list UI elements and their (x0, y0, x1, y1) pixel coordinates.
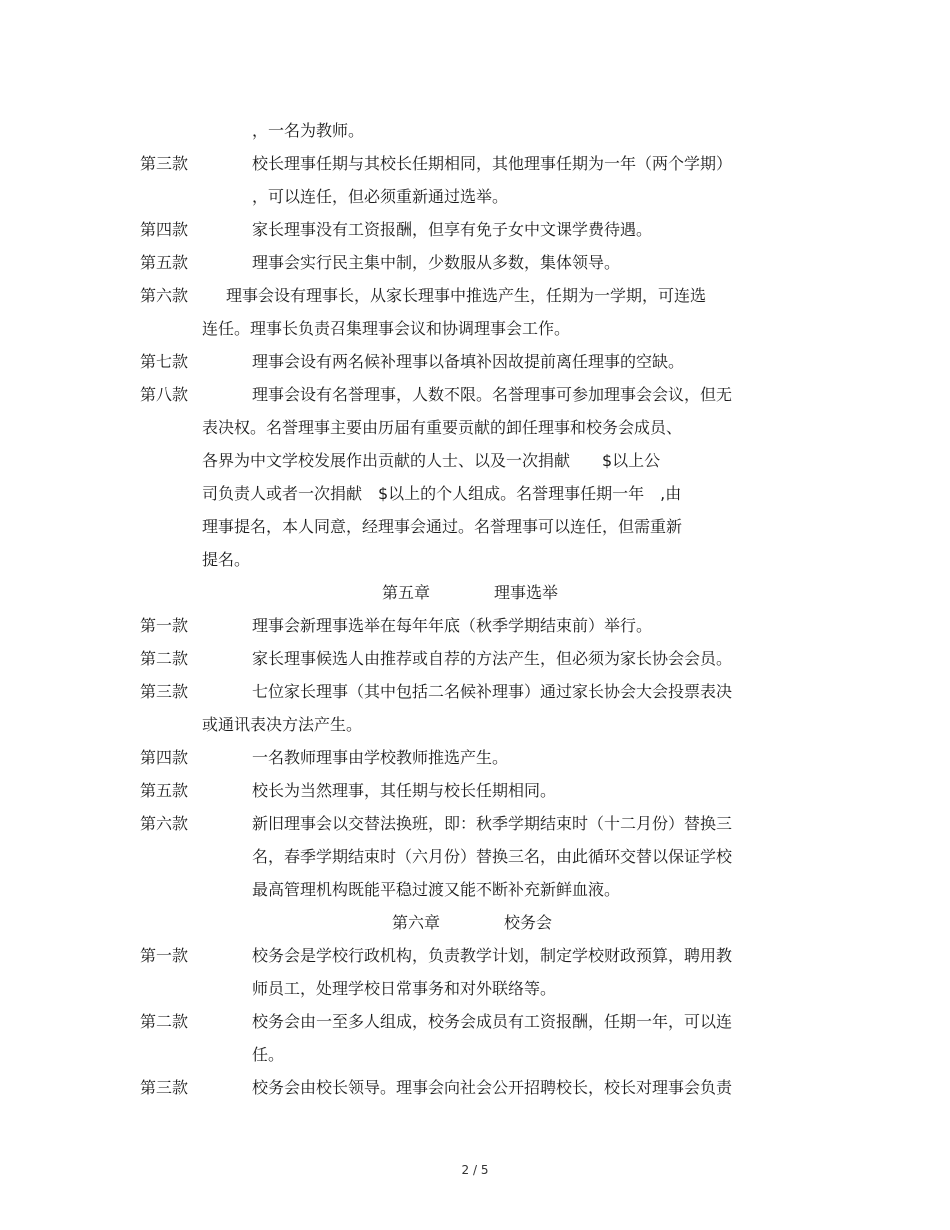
article-text: 名，春季学期结束时（六月份）替换三名，由此循环交替以保证学校 (252, 847, 733, 866)
chapter-subtitle: 校务会 (504, 913, 553, 932)
chapter-title: 第六章 (392, 913, 441, 932)
article-text: ，可以连任，但必须重新通过选举。 (252, 187, 509, 206)
article-text: 家长理事候选人由推荐或自荐的方法产生，但必须为家长协会会员。 (252, 649, 733, 668)
article-label: 第二款 (140, 649, 189, 668)
article-label: 第六款 (140, 286, 189, 305)
article-label: 第一款 (140, 946, 189, 965)
article-label: 第七款 (140, 352, 189, 371)
article-text: 家长理事没有工资报酬，但享有免子女中文课学费待遇。 (252, 220, 653, 239)
article-text: 司负责人或者一次捐献 $以上的个人组成。名誉理事任期一年 ,由 (202, 484, 682, 503)
article-text: 新旧理事会以交替法换班，即：秋季学期结束时（十二月份）替换三 (252, 814, 733, 833)
article-label: 第四款 (140, 220, 189, 239)
article-label: 第五款 (140, 253, 189, 272)
page-number: 2 / 5 (461, 1163, 489, 1177)
article-label: 第四款 (140, 748, 189, 767)
article-text: 校长理事任期与其校长任期相同，其他理事任期为一年（两个学期） (252, 154, 733, 173)
article-text: 理事会设有名誉理事，人数不限。名誉理事可参加理事会会议，但无 (252, 385, 733, 404)
article-label: 第三款 (140, 154, 189, 173)
article-text: 理事提名，本人同意，经理事会通过。名誉理事可以连任，但需重新 (202, 517, 683, 536)
article-label: 第三款 (140, 1078, 189, 1097)
article-label: 第一款 (140, 616, 189, 635)
article-label: 第八款 (140, 385, 189, 404)
article-text: 表决权。名誉理事主要由历届有重要贡献的卸任理事和校务会成员、 (202, 418, 683, 437)
article-text: 师员工，处理学校日常事务和对外联络等。 (252, 979, 557, 998)
article-text: 各界为中文学校发展作出贡献的人士、以及一次捐献 $以上公 (202, 451, 661, 470)
article-label: 第五款 (140, 781, 189, 800)
article-text: 理事会设有两名候补理事以备填补因故提前离任理事的空缺。 (252, 352, 685, 371)
continuation-line: ，一名为教师。 (252, 121, 365, 140)
article-text: 校务会是学校行政机构，负责教学计划，制定学校财政预算，聘用教 (252, 946, 733, 965)
article-text: 校务会由校长领导。理事会向社会公开招聘校长，校长对理事会负责 (252, 1078, 733, 1097)
article-label: 第六款 (140, 814, 189, 833)
article-text: 校长为当然理事，其任期与校长任期相同。 (252, 781, 557, 800)
article-text: 理事会设有理事长，从家长理事中推选产生，任期为一学期，可连选 (226, 286, 707, 305)
article-label: 第三款 (140, 682, 189, 701)
article-text: 提名。 (202, 550, 251, 569)
article-text: 理事会实行民主集中制，少数服从多数，集体领导。 (252, 253, 621, 272)
chapter-title: 第五章 (382, 583, 431, 602)
article-text: 最高管理机构既能平稳过渡又能不断补充新鲜血液。 (252, 880, 621, 899)
article-text: 校务会由一至多人组成，校务会成员有工资报酬，任期一年，可以连 (252, 1012, 733, 1031)
chapter-subtitle: 理事选举 (494, 583, 559, 602)
article-text: 连任。理事长负责召集理事会议和协调理事会工作。 (202, 319, 571, 338)
article-text: 理事会新理事选举在每年年底（秋季学期结束前）举行。 (252, 616, 653, 635)
article-text: 或通讯表决方法产生。 (202, 715, 363, 734)
article-text: 任。 (252, 1045, 285, 1064)
article-label: 第二款 (140, 1012, 189, 1031)
article-text: 一名教师理事由学校教师推选产生。 (252, 748, 509, 767)
article-text: 七位家长理事（其中包括二名候补理事）通过家长协会大会投票表决 (252, 682, 733, 701)
